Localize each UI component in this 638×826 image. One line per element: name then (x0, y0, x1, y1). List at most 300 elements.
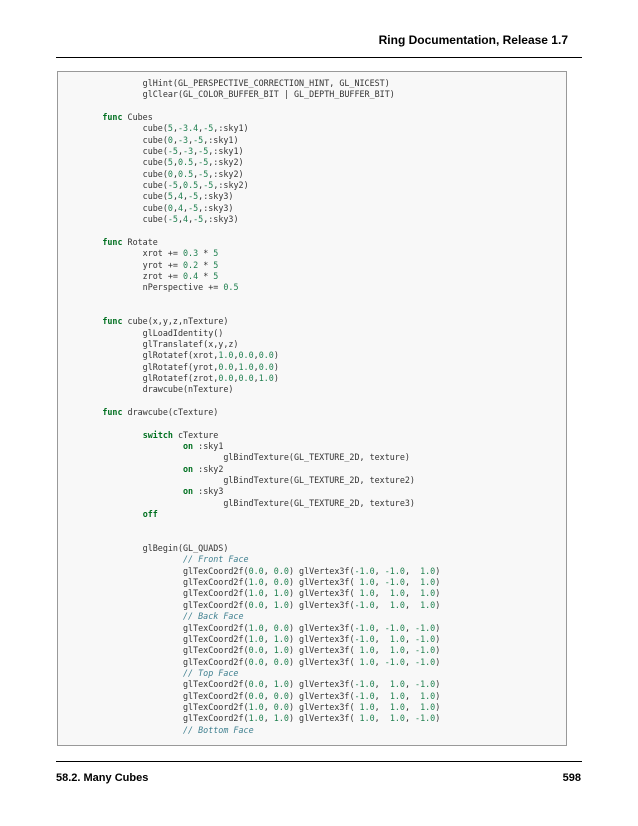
code-text: , (233, 361, 239, 372)
code-text: , (404, 565, 421, 576)
code-text: , (263, 599, 274, 610)
code-text: , (404, 633, 416, 644)
code-text: glBindTexture(GL_TEXTURE_2D, texture) (62, 452, 410, 463)
code-number: -5 (198, 146, 209, 157)
code-text: glTexCoord2f( (62, 599, 249, 610)
code-number: 5 (213, 259, 219, 270)
code-line (62, 350, 440, 361)
code-text: ) (273, 372, 279, 383)
code-text: , (374, 588, 390, 599)
code-text (62, 509, 143, 519)
code-text: ) (435, 656, 441, 667)
code-text: glBindTexture(GL_TEXTURE_2D, texture2) (62, 475, 415, 486)
code-number: -1.0 (415, 656, 436, 667)
code-text (62, 554, 183, 564)
code-keyword: func (102, 236, 123, 247)
code-number: 1.0 (359, 645, 375, 656)
code-text: , (374, 713, 390, 724)
code-text: ) (435, 599, 441, 610)
code-line (62, 554, 440, 565)
code-text: , (172, 134, 178, 145)
code-line (62, 191, 440, 202)
code-number: 1.0 (389, 701, 405, 712)
code-text: , (404, 656, 416, 667)
code-line (62, 225, 440, 236)
code-number: 4 (177, 191, 184, 202)
code-text: cube( (62, 191, 168, 202)
code-number: 1.0 (420, 588, 436, 599)
code-line (62, 509, 440, 520)
page-header-title: Ring Documentation, Release 1.7 (378, 33, 568, 47)
code-text: cube( (62, 168, 168, 179)
code-text: , (263, 633, 274, 644)
code-text: glHint(GL_PERSPECTIVE_CORRECTION_HINT, GL_NICEST) (62, 78, 390, 88)
code-line (62, 645, 440, 656)
code-line (62, 203, 440, 214)
code-number: 1.0 (359, 577, 375, 588)
code-text: cube( (62, 202, 168, 213)
code-comment: // Bottom Face (183, 724, 254, 735)
code-line (62, 214, 440, 225)
code-number: -1.0 (415, 645, 436, 656)
code-line (62, 373, 440, 384)
code-number: 0.0 (258, 361, 274, 372)
code-number: 1.0 (389, 599, 405, 610)
code-number: 1.0 (389, 588, 405, 599)
code-number: 0.0 (258, 350, 274, 361)
code-line (62, 89, 440, 100)
code-text: ) (435, 633, 441, 644)
code-number: 0.0 (248, 645, 264, 656)
code-text: ,:sky3) (203, 214, 239, 225)
code-text: ) (435, 622, 441, 633)
code-number: -3 (177, 134, 189, 145)
code-number: 0.0 (273, 622, 289, 633)
code-number: 0.0 (248, 690, 264, 701)
code-text: cube( (62, 123, 168, 134)
code-text: ,:sky2) (208, 157, 244, 168)
code-number: 1.0 (420, 599, 436, 610)
code-number: 1.0 (273, 588, 289, 599)
code-text: ,:sky3) (198, 191, 234, 202)
code-line (62, 169, 440, 180)
code-text: ,:sky1) (203, 134, 239, 145)
code-number: 1.0 (420, 565, 436, 576)
code-comment: // Back Face (183, 611, 244, 622)
code-text: , (374, 622, 385, 633)
code-text: zrot += (62, 270, 184, 281)
code-text: glBindTexture(GL_TEXTURE_2D, texture3) (62, 497, 415, 508)
code-text: glTexCoord2f( (62, 588, 249, 599)
code-text: cube( (62, 214, 168, 225)
code-text: , (172, 202, 178, 213)
code-number: 1.0 (273, 633, 289, 644)
code-text: glLoadIdentity() (62, 327, 224, 338)
code-text: nPerspective += (62, 282, 224, 293)
code-line (62, 668, 440, 679)
code-text: , (253, 372, 259, 383)
code-number: 1.0 (389, 679, 405, 690)
code-keyword: on (183, 463, 194, 474)
code-line (62, 498, 440, 509)
code-text: glTexCoord2f( (62, 713, 249, 724)
code-text: , (404, 713, 416, 724)
code-text: , (374, 645, 390, 656)
code-text: , (177, 146, 184, 157)
code-text: glTranslatef(x,y,z) (62, 338, 239, 349)
code-text: xrot += (62, 248, 184, 259)
code-line (62, 260, 440, 271)
code-text: ) (435, 588, 441, 599)
code-number: 1.0 (238, 361, 254, 372)
code-text: cube( (62, 146, 168, 157)
code-number: -5 (167, 214, 178, 225)
code-keyword: func (102, 112, 123, 123)
code-number: -5 (188, 202, 199, 213)
code-line (62, 112, 440, 123)
code-text: ) glVertex3f( (288, 633, 355, 644)
code-text (62, 407, 102, 417)
code-text: ) glVertex3f( (288, 622, 355, 633)
code-text: , (172, 191, 178, 202)
code-text: , (183, 191, 189, 202)
code-line (62, 396, 440, 407)
code-text: , (263, 577, 274, 588)
code-text: , (263, 588, 274, 599)
code-text: , (233, 372, 239, 383)
footer-page-number: 598 (562, 772, 581, 784)
code-number: 0.0 (218, 372, 234, 383)
code-listing (62, 78, 440, 736)
code-number: -5 (203, 123, 214, 134)
code-text: , (404, 679, 416, 690)
code-text: , (263, 701, 274, 712)
code-number: -3 (183, 146, 194, 157)
code-text: , (374, 690, 390, 701)
code-text: , (233, 350, 239, 361)
code-number: 0.0 (248, 656, 264, 667)
code-text: cube( (62, 134, 168, 145)
code-number: 0.5 (177, 168, 194, 179)
code-text: , (193, 146, 199, 157)
code-line (62, 713, 440, 724)
code-text: :sky3 (193, 486, 224, 497)
code-number: 1.0 (389, 645, 405, 656)
code-text: ) (273, 350, 279, 361)
code-line (62, 430, 440, 441)
code-text: ,:sky1) (208, 146, 244, 157)
code-number: 5 (167, 123, 173, 134)
code-text: ) glVertex3f( (288, 577, 360, 588)
code-number: -1.0 (384, 622, 405, 633)
code-text (62, 464, 183, 474)
code-text: glBegin(GL_QUADS) (62, 543, 229, 554)
code-number: 1.0 (248, 713, 264, 724)
code-text: , (263, 713, 274, 724)
code-number: -5 (167, 146, 178, 157)
code-number: -1.0 (384, 656, 405, 667)
code-number: 1.0 (359, 713, 375, 724)
code-number: 4 (177, 202, 184, 213)
code-line (62, 271, 440, 282)
code-text: , (198, 180, 204, 191)
code-line (62, 475, 440, 486)
code-text: , (253, 350, 259, 361)
code-text: , (374, 656, 385, 667)
code-text: , (263, 565, 274, 576)
code-line (62, 543, 440, 554)
code-number: -1.0 (415, 622, 436, 633)
code-text: glTexCoord2f( (62, 565, 249, 576)
code-number: 1.0 (389, 713, 405, 724)
code-text: ) glVertex3f( (288, 645, 360, 656)
code-text: , (263, 645, 274, 656)
code-number: 0.0 (248, 679, 264, 690)
code-comment: // Front Face (183, 554, 249, 565)
code-number: 0.0 (273, 701, 289, 712)
code-keyword: func (102, 316, 123, 327)
code-text: glTexCoord2f( (62, 645, 249, 656)
code-line (62, 384, 440, 395)
code-line (62, 407, 440, 418)
code-line (62, 679, 440, 690)
code-number: 1.0 (420, 690, 436, 701)
code-text: , (404, 577, 421, 588)
code-keyword: switch (142, 429, 173, 440)
code-number: 5 (213, 270, 219, 281)
code-text: :sky2 (193, 463, 224, 474)
code-line (62, 248, 440, 259)
code-line (62, 418, 440, 429)
code-text: Cubes (122, 112, 153, 123)
code-line (62, 725, 440, 736)
code-text: * (198, 248, 214, 259)
code-text (62, 316, 102, 326)
code-number: 1.0 (248, 622, 264, 633)
code-text (62, 725, 183, 735)
code-number: 5 (167, 191, 173, 202)
code-text: , (198, 123, 204, 134)
code-number: 0.4 (183, 270, 199, 281)
code-number: 0 (167, 134, 173, 145)
code-text: , (172, 157, 178, 168)
code-number: 1.0 (359, 656, 375, 667)
code-line (62, 623, 440, 634)
code-text: , (183, 202, 189, 213)
code-number: 0.0 (273, 656, 289, 667)
code-text: , (374, 577, 385, 588)
code-line (62, 123, 440, 134)
code-number: -1.0 (354, 679, 375, 690)
code-keyword: on (183, 441, 194, 451)
code-number: -5 (167, 180, 178, 191)
code-number: 0.0 (273, 577, 289, 588)
code-text: ,:sky2) (213, 180, 249, 191)
code-line (62, 486, 440, 497)
code-text: ) glVertex3f( (288, 565, 355, 576)
code-line (62, 441, 440, 452)
code-line (62, 588, 440, 599)
code-number: 1.0 (389, 690, 405, 701)
code-text: , (404, 701, 421, 712)
code-text: glTexCoord2f( (62, 622, 249, 633)
code-number: 0.3 (183, 248, 199, 259)
code-text: , (404, 645, 416, 656)
code-number: 1.0 (248, 701, 264, 712)
code-text: ,:sky1) (213, 123, 249, 134)
code-text: , (374, 679, 390, 690)
code-line (62, 157, 440, 168)
code-text: cube( (62, 157, 168, 168)
code-text: ) (273, 361, 279, 372)
code-text: , (193, 168, 199, 179)
code-text: , (177, 214, 184, 225)
code-line (62, 339, 440, 350)
code-text: , (253, 361, 259, 372)
code-text: , (188, 214, 194, 225)
code-number: 1.0 (359, 701, 375, 712)
code-number: -1.0 (354, 690, 375, 701)
code-line (62, 316, 440, 327)
code-number: -5 (203, 180, 214, 191)
code-text: , (172, 123, 178, 134)
code-text: yrot += (62, 259, 184, 270)
code-text: ) (435, 690, 441, 701)
code-number: 5 (213, 248, 219, 259)
code-text: cube(x,y,z,nTexture) (122, 316, 229, 327)
code-text: , (263, 690, 274, 701)
code-line (62, 520, 440, 531)
code-line (62, 464, 440, 475)
code-text: , (404, 588, 421, 599)
code-comment: // Top Face (183, 667, 239, 678)
code-line (62, 180, 440, 191)
code-number: -5 (188, 191, 199, 202)
code-text: * (198, 270, 214, 281)
code-text: drawcube(cTexture) (122, 406, 219, 417)
code-text: , (374, 565, 385, 576)
code-line (62, 532, 440, 543)
code-text (62, 430, 143, 440)
code-number: -1.0 (415, 679, 436, 690)
code-text: ) glVertex3f( (288, 701, 360, 712)
code-text: , (263, 622, 274, 633)
code-text: ,:sky3) (198, 202, 234, 213)
code-line (62, 305, 440, 316)
code-text: , (404, 622, 416, 633)
code-text: ) (435, 645, 441, 656)
code-text: , (404, 690, 421, 701)
code-text: cTexture (172, 429, 219, 440)
code-text: drawcube(nTexture) (62, 384, 234, 395)
code-number: 0.0 (248, 565, 264, 576)
code-line (62, 452, 440, 463)
code-number: 0.0 (238, 372, 254, 383)
code-text: , (177, 180, 184, 191)
code-number: 0.5 (183, 180, 199, 191)
code-text: ) glVertex3f( (288, 656, 360, 667)
code-line (62, 600, 440, 611)
code-text: ) (435, 713, 441, 724)
code-number: -1.0 (354, 633, 375, 644)
code-text: ) (435, 679, 441, 690)
code-number: -1.0 (354, 622, 375, 633)
code-text (62, 441, 183, 451)
code-text: ) glVertex3f( (288, 690, 355, 701)
code-text: , (172, 168, 178, 179)
code-line (62, 282, 440, 293)
code-number: 1.0 (420, 577, 436, 588)
code-number: 1.0 (258, 372, 274, 383)
code-text: glRotatef(zrot, (62, 372, 219, 383)
code-text: , (374, 599, 390, 610)
code-text: ,:sky2) (208, 168, 244, 179)
code-number: 0 (167, 202, 173, 213)
code-text: glTexCoord2f( (62, 690, 249, 701)
code-text: * (198, 259, 214, 270)
code-keyword: on (183, 486, 194, 497)
code-number: -1.0 (354, 599, 375, 610)
footer-section-title: 58.2. Many Cubes (56, 772, 149, 784)
code-text: ) glVertex3f( (288, 713, 360, 724)
code-number: 4 (183, 214, 189, 225)
code-number: 1.0 (273, 679, 289, 690)
code-text: , (404, 599, 421, 610)
code-number: 0.0 (238, 350, 254, 361)
code-number: -5 (198, 157, 209, 168)
code-text: glTexCoord2f( (62, 656, 249, 667)
header-rule (56, 57, 582, 58)
code-text (62, 611, 183, 621)
code-text: ) glVertex3f( (288, 599, 355, 610)
code-line (62, 294, 440, 305)
code-line (62, 611, 440, 622)
code-text: glTexCoord2f( (62, 679, 249, 690)
code-number: -5 (198, 168, 209, 179)
code-text: glTexCoord2f( (62, 577, 249, 588)
code-number: 0.0 (218, 361, 234, 372)
code-number: 5 (167, 157, 173, 168)
code-line (62, 702, 440, 713)
code-number: -3.4 (177, 123, 199, 134)
code-text: glClear(GL_COLOR_BUFFER_BIT | GL_DEPTH_BUFFER_BIT) (62, 89, 395, 100)
code-text: ) (435, 577, 441, 588)
code-text: ) (435, 701, 441, 712)
code-line (62, 146, 440, 157)
code-line (62, 566, 440, 577)
code-number: -1.0 (384, 565, 405, 576)
code-number: 0.0 (248, 599, 264, 610)
code-line (62, 691, 440, 702)
code-number: 1.0 (389, 633, 405, 644)
code-number: -1.0 (354, 565, 375, 576)
code-number: 1.0 (273, 645, 289, 656)
code-text: glRotatef(yrot, (62, 361, 219, 372)
code-text: , (374, 701, 390, 712)
footer-rule (56, 761, 582, 762)
code-number: -5 (193, 214, 204, 225)
code-keyword: func (102, 406, 123, 417)
code-text (62, 112, 102, 122)
code-number: -1.0 (384, 577, 405, 588)
code-text (62, 668, 183, 678)
code-text: , (188, 134, 194, 145)
code-number: 1.0 (420, 701, 436, 712)
code-text: Rotate (122, 236, 158, 247)
code-text: , (263, 679, 274, 690)
code-line (62, 101, 440, 112)
code-text: , (193, 157, 199, 168)
